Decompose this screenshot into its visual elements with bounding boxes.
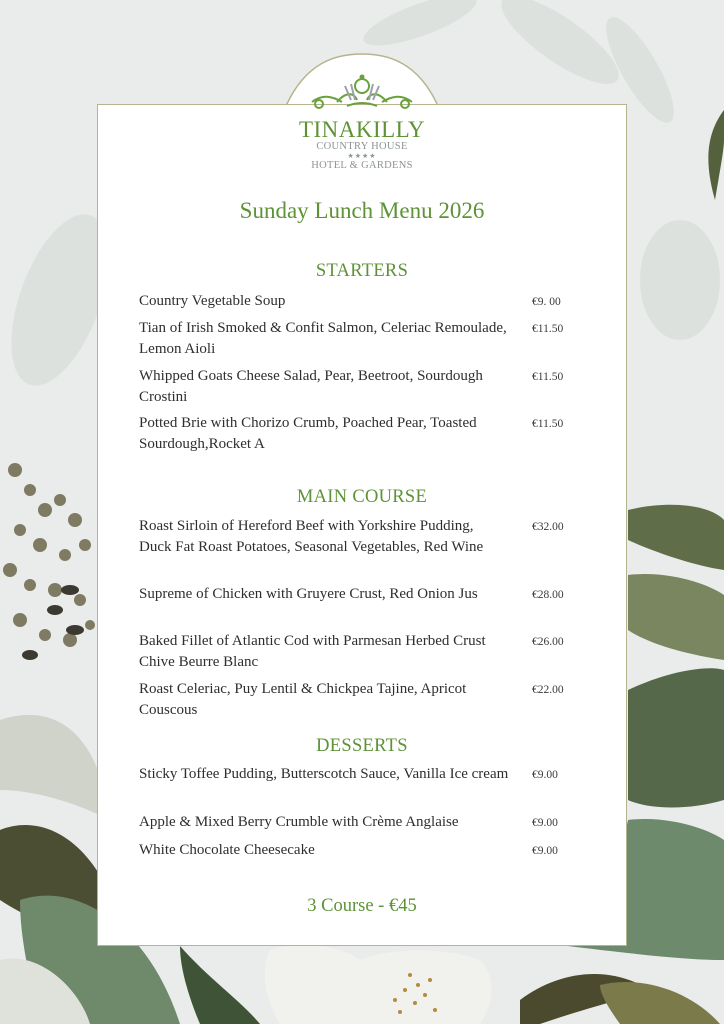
hotel-subtitle-2: HOTEL & GARDENS	[311, 160, 413, 171]
item-name: Supreme of Chicken with Gruyere Crust, Red Onion Jus	[139, 586, 478, 602]
item-price: €11.50	[532, 371, 564, 383]
menu-item	[139, 584, 579, 605]
menu-item	[139, 413, 579, 455]
menu-item	[139, 516, 579, 558]
item-price: €9.00	[532, 817, 558, 829]
hotel-stars: ★★★★	[347, 152, 377, 160]
menu-item	[139, 840, 579, 861]
item-name: Baked Fillet of Atlantic Cod with Parmesan Herbed Crust Chive Beurre Blanc	[139, 633, 486, 670]
hotel-logo	[295, 72, 429, 171]
item-price: €9. 00	[532, 296, 561, 308]
item-name: Tian of Irish Smoked & Confit Salmon, Celeriac Remoulade, Lemon Aioli	[139, 320, 507, 357]
section-heading-starters: STARTERS	[315, 261, 409, 281]
item-price: €26.00	[532, 636, 564, 648]
section-heading-main-course: MAIN COURSE	[296, 487, 428, 507]
item-price: €9.00	[532, 769, 558, 781]
menu-item	[139, 366, 579, 408]
hotel-name: TINAKILLY	[298, 117, 426, 142]
section-heading-desserts: DESSERTS	[316, 736, 408, 756]
set-menu-price: 3 Course - €45	[307, 896, 417, 916]
hotel-subtitle-1: COUNTRY HOUSE	[316, 141, 408, 152]
menu-item	[139, 812, 579, 833]
menu-title: Sunday Lunch Menu 2026	[239, 198, 485, 223]
item-price: €22.00	[532, 684, 564, 696]
item-name: Sticky Toffee Pudding, Butterscotch Sauce, Vanilla Ice cream	[139, 766, 509, 782]
menu-item	[139, 764, 579, 785]
menu-item	[139, 291, 579, 312]
menu-item	[139, 631, 579, 673]
item-price: €11.50	[532, 323, 564, 335]
item-name: Roast Celeriac, Puy Lentil & Chickpea Tajine, Apricot Couscous	[139, 681, 467, 718]
item-price: €9.00	[532, 845, 558, 857]
item-name: Apple & Mixed Berry Crumble with Crème Anglaise	[139, 814, 459, 830]
item-name: Whipped Goats Cheese Salad, Pear, Beetroot, Sourdough Crostini	[139, 368, 483, 405]
menu-item	[139, 679, 579, 721]
item-name: Roast Sirloin of Hereford Beef with Yorkshire Pudding, Duck Fat Roast Potatoes, Seasonal Vegetables, Red Wine	[139, 518, 484, 555]
item-name: Potted Brie with Chorizo Crumb, Poached Pear, Toasted Sourdough,Rocket A	[139, 415, 477, 452]
item-price: €11.50	[532, 418, 564, 430]
item-price: €28.00	[532, 589, 564, 601]
crest-icon	[307, 72, 417, 112]
item-price: €32.00	[532, 521, 564, 533]
item-name: Country Vegetable Soup	[139, 293, 286, 309]
item-name: White Chocolate Cheesecake	[139, 842, 315, 858]
menu-item	[139, 318, 579, 360]
